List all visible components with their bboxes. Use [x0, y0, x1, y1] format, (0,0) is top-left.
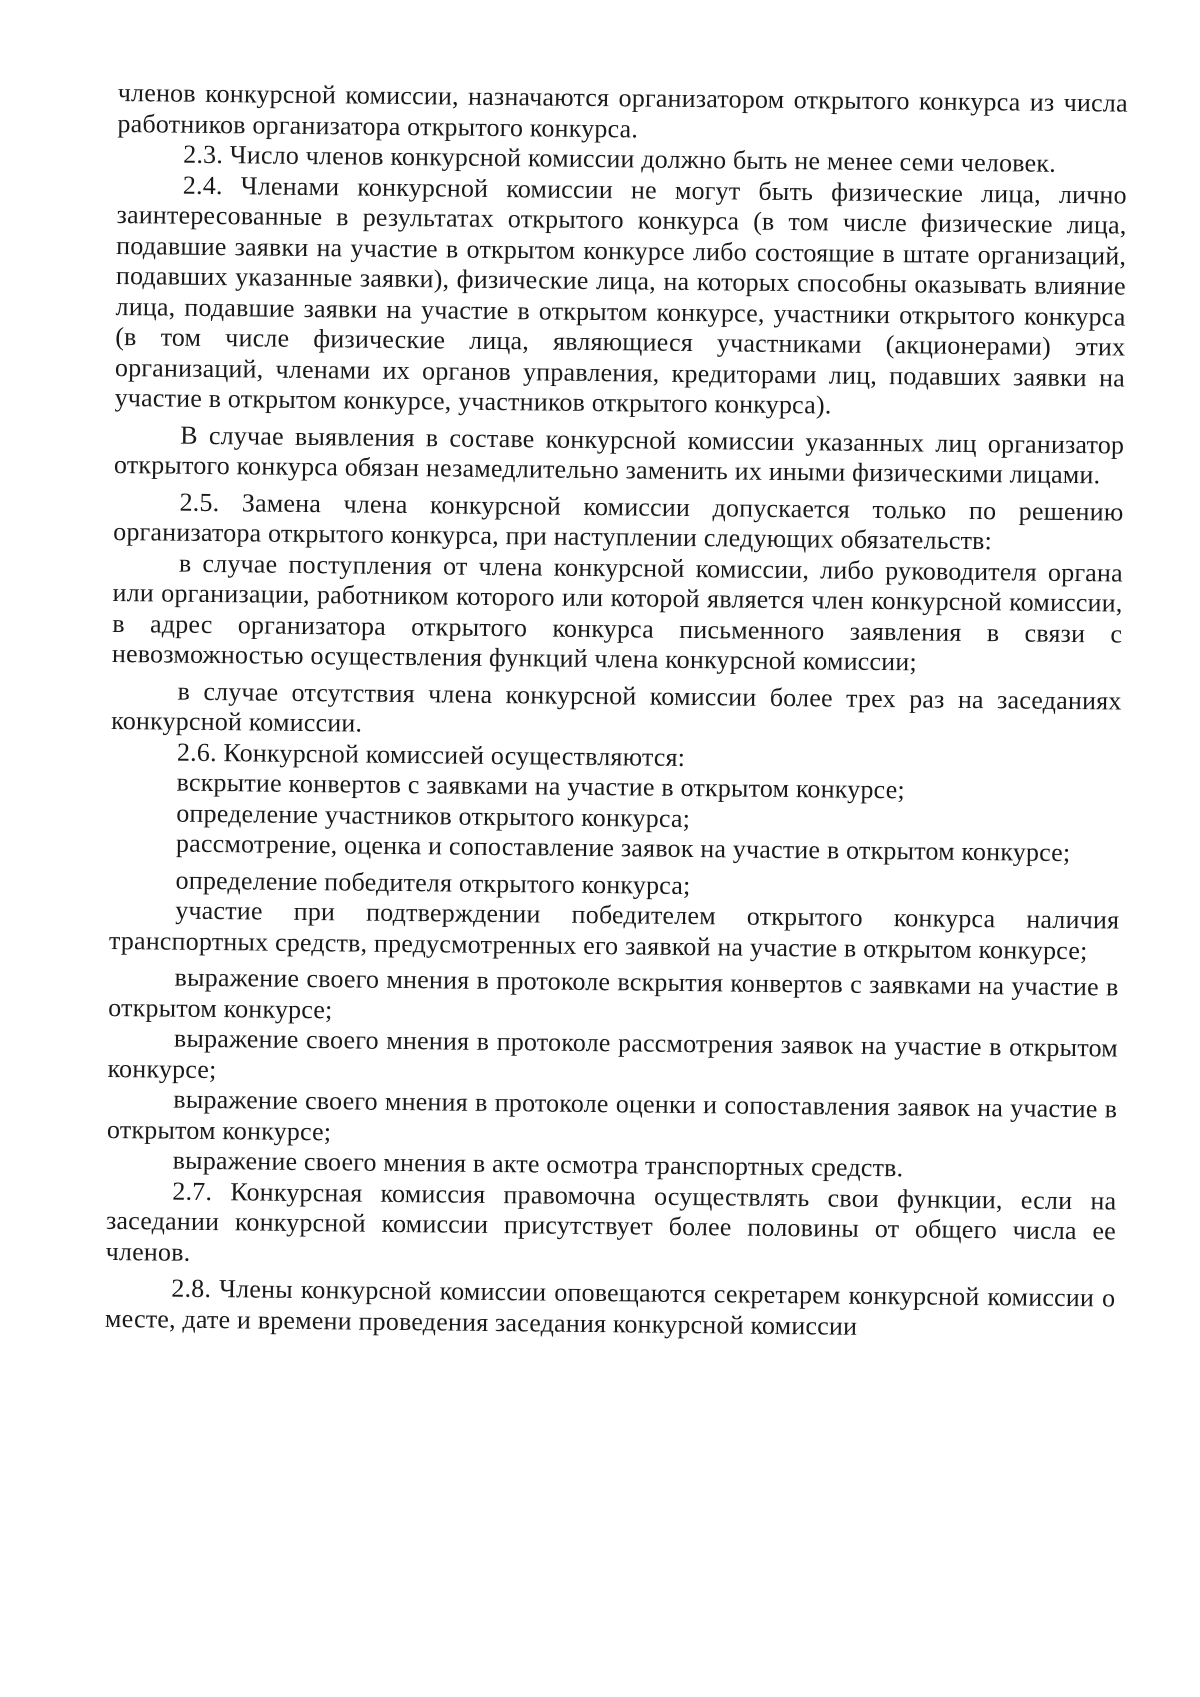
paragraph-replacement-duty: В случае выявления в составе конкурсной комиссии указанных лиц организатор открытого конкурса обязан незамедлительно заменить их иными физическими лицами.	[113, 420, 1125, 490]
paragraph-2-5: 2.5. Замена члена конкурсной комиссии допускается только по решению организатора открытого конкурса, при наступлении следующих обязательств:	[113, 487, 1124, 556]
paragraph-2-4: 2.4. Членами конкурсной комиссии не могут быть физические лица, лично заинтересованные в результатах открытого конкурса (в том числе физические лица, подавшие заявки на участие в открытом конкурсе либо состоящие в штате организаций, подавших указанные заявки), физические лица, на которых способны оказывать влияние лица, подавшие заявки на участие в открытом конкурсе, участники открытого конкурса (в том числе физические лица, являющиеся участниками (акционерами) этих организаций, членами их органов управления, кредиторами лиц, подавших заявки на участие в открытом конкурсе, участников открытого конкурса).	[114, 170, 1127, 420]
paragraph-commission-appointment: членов конкурсной комиссии, назначаются организатором открытого конкурса из числа работников организатора открытого конкурса.	[117, 78, 1128, 143]
list-item-opinion-opening-protocol: выражение своего мнения в протоколе вскрытия конвертов с заявками на участие в открытом конкурсе;	[108, 962, 1119, 1024]
list-item-determining-winner: определение победителя открытого конкурса;	[175, 865, 691, 900]
list-item-opinion-review-protocol: выражение своего мнения в протоколе рассмотрения заявок на участие в открытом конкурсе;	[107, 1023, 1119, 1084]
list-item-opinion-inspection-act: выражение своего мнения в акте осмотра транспортных средств.	[172, 1145, 904, 1183]
paragraph-2-7: 2.7. Конкурсная комиссия правомочна осуществлять свои функции, если на заседании конкурсной комиссии присутствует более половины от общего числа ее членов.	[105, 1176, 1117, 1267]
list-item-determining-participants: определение участников открытого конкурса;	[176, 798, 691, 833]
paragraph-2-8: 2.8. Члены конкурсной комиссии оповещаются секретарем конкурсной комиссии о месте, дате и времени проведения заседания конкурсной комиссии	[104, 1273, 1116, 1341]
document-body	[105, 78, 1128, 1345]
paragraph-2-3: 2.3. Число членов конкурсной комиссии должно быть не менее семи человек.	[183, 139, 1057, 178]
list-item-evaluation: рассмотрение, оценка и сопоставление заявок на участие в открытом конкурсе;	[175, 828, 1071, 868]
list-item-opening-envelopes: вскрытие конвертов с заявками на участие в открытом конкурсе;	[176, 767, 906, 805]
paragraph-2-6: 2.6. Конкурсной комиссией осуществляются:	[176, 737, 686, 772]
list-item-vehicle-confirmation: участие при подтверждении победителем открытого конкурса наличия транспортных средств, предусмотренных его заявкой на участие в открытом конкурсе;	[108, 895, 1120, 965]
paragraph-written-application: в случае поступления от члена конкурсной комиссии, либо руководителя органа или организации, работником которого или которой является член конкурсной комиссии, в адрес организатора открытого конкурса письменного заявления в связи с невозможностью осуществления функций члена конкурсной комиссии;	[111, 548, 1124, 677]
paragraph-absence: в случае отсутствия члена конкурсной комиссии более трех раз на заседаниях конкурсной комиссии.	[111, 676, 1122, 738]
list-item-opinion-evaluation-protocol: выражение своего мнения в протоколе оценки и сопоставления заявок на участие в открытом конкурсе;	[106, 1084, 1118, 1146]
